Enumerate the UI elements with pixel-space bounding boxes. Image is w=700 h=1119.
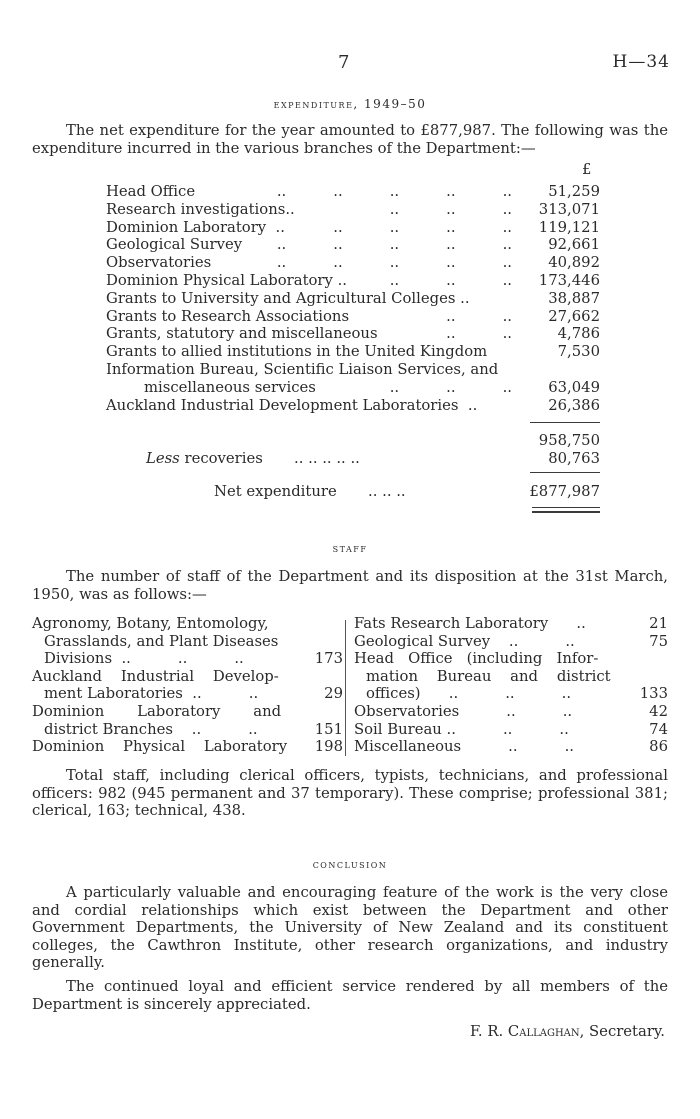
expenditure-item-label: Information Bureau, Scientific Liaison Services, and (106, 361, 499, 378)
expenditure-item (106, 308, 600, 326)
staff-row-count: 173 (314, 650, 343, 668)
expenditure-item-leader: .. .. (446, 307, 512, 325)
expenditure-item-leader: .. .. .. (389, 378, 512, 396)
staff-row (32, 633, 343, 651)
staff-row-label: Dominion Physical Laboratory (32, 738, 288, 756)
staff-row-count: 198 (314, 738, 343, 756)
expenditure-item-leader: .. .. .. .. (333, 218, 512, 236)
conclusion-paragraph-1-text: A particularly valuable and encouraging feature of the work is the very close and cordial relationships which exist between the Department and other Government Departments, the University of New Zealand and its constituent colleges, the Cawthron Institute, other research organizations, and industry generally. (32, 884, 668, 971)
expenditure-item-amount: 26,386 (548, 396, 600, 414)
expenditure-item (106, 219, 600, 237)
expenditure-item (106, 361, 600, 379)
double-rule-bottom (532, 511, 600, 513)
expenditure-item-amount: 119,121 (538, 218, 600, 236)
staff-row-label: mation Bureau and district (366, 667, 611, 685)
signature-initials: F. R. (469, 1023, 504, 1040)
less-recoveries-label (146, 450, 263, 467)
staff-row (354, 633, 668, 651)
staff-row-label: Head Office (including Infor- (354, 650, 599, 668)
expenditure-item-label: Grants to Research Associations (106, 307, 350, 325)
staff-row-count: 86 (649, 738, 668, 756)
staff-heading: staff (332, 541, 368, 555)
staff-row-count: 21 (649, 615, 668, 632)
staff-row-label: Auckland Industrial Develop- (32, 667, 279, 685)
staff-row-label: Miscellaneous .. .. (354, 738, 575, 756)
expenditure-item-leader: .. .. .. (389, 272, 512, 289)
expenditure-item-label: Head Office (106, 183, 196, 200)
currency-symbol: £ (582, 161, 592, 178)
less-recoveries-row (106, 450, 600, 468)
staff-row (354, 721, 668, 739)
expenditure-item (106, 236, 600, 254)
expenditure-item-leader: .. .. .. .. .. (276, 254, 512, 272)
staff-row-label: Dominion Laboratory and (32, 702, 282, 720)
staff-row-count: 74 (649, 720, 668, 738)
expenditure-intro-text: The net expenditure for the year amounted to £877,987. The following was the expenditure incurred in the various branches of the Department:— (32, 122, 668, 157)
staff-row (354, 738, 668, 756)
conclusion-paragraph-2 (32, 978, 668, 1013)
expenditure-heading: expenditure, 1949–50 (273, 97, 427, 111)
net-expenditure-amount: £877,987 (529, 483, 600, 500)
expenditure-item-amount: 40,892 (548, 254, 600, 272)
less-leader: .. .. .. .. .. (294, 450, 360, 467)
subtotal-amount: 958,750 (538, 432, 600, 449)
recoveries-word: recoveries (184, 450, 263, 467)
expenditure-item (106, 183, 600, 201)
expenditure-item-amount: 51,259 (548, 183, 600, 200)
signature (470, 1023, 665, 1040)
expenditure-item (106, 343, 600, 361)
expenditure-item-amount: 27,662 (548, 307, 600, 325)
staff-row-count: 75 (649, 632, 668, 650)
staff-row-count: 29 (324, 685, 343, 703)
expenditure-item (106, 379, 600, 397)
staff-row-label: Observatories .. .. (354, 702, 573, 720)
less-recoveries-amount: 80,763 (548, 450, 600, 467)
staff-row (354, 685, 668, 703)
staff-right-column (354, 615, 668, 756)
expenditure-item (106, 397, 600, 415)
column-divider (345, 620, 346, 756)
expenditure-item-leader: .. .. (446, 325, 512, 343)
staff-row-label: offices) .. .. .. (366, 685, 572, 703)
expenditure-item-label: Research investigations.. (106, 200, 295, 218)
staff-intro-text: The number of staff of the Department and its disposition at the 31st March, 1950, was as follows:— (32, 568, 668, 603)
staff-row (32, 703, 343, 721)
expenditure-item-amount: 173,446 (538, 272, 600, 289)
staff-row (32, 668, 343, 686)
expenditure-intro (32, 122, 668, 157)
conclusion-paragraph-2-text: The continued loyal and efficient service rendered by all members of the Department is sincerely appreciated. (32, 978, 668, 1013)
expenditure-item-amount: 4,786 (557, 325, 600, 343)
staff-total (32, 767, 668, 820)
expenditure-item-leader: .. .. .. (389, 200, 512, 218)
expenditure-item-amount: 63,049 (548, 378, 600, 396)
staff-row (32, 685, 343, 703)
staff-row (354, 650, 668, 668)
expenditure-item-label: Dominion Laboratory .. (106, 218, 285, 236)
page-number: 7 (338, 52, 350, 73)
staff-row (32, 650, 343, 668)
staff-row (32, 721, 343, 739)
staff-row (32, 738, 343, 756)
staff-total-text: Total staff, including clerical officers, typists, technicians, and professional officers: 982 (945 permanent and 37 temporary). These comprise; professional 381; clerical, 163; technical, 438. (32, 767, 668, 819)
expenditure-item-amount: 92,661 (548, 236, 600, 254)
expenditure-item-amount: 38,887 (548, 289, 600, 307)
subtotal-rule (530, 422, 600, 423)
expenditure-item (106, 325, 600, 343)
staff-row-label: Agronomy, Botany, Entomology, (32, 615, 269, 632)
staff-row-label: ment Laboratories .. .. (44, 685, 259, 703)
expenditure-item (106, 290, 600, 308)
expenditure-item (106, 254, 600, 272)
staff-row (32, 615, 343, 633)
staff-row-count: 151 (314, 720, 343, 738)
expenditure-item-amount: 7,530 (557, 343, 600, 361)
staff-row (354, 615, 668, 633)
expenditure-item-leader: .. .. .. .. .. (276, 183, 512, 200)
staff-left-column (32, 615, 343, 756)
staff-row-count: 42 (649, 702, 668, 720)
net-leader: .. .. .. (368, 483, 406, 500)
expenditure-item-label: Geological Survey (106, 236, 243, 254)
staff-row-label: Geological Survey .. .. (354, 632, 575, 650)
conclusion-heading: conclusion (312, 857, 388, 871)
expenditure-item-label: Observatories (106, 254, 212, 272)
signature-name: Callaghan (507, 1023, 580, 1040)
staff-row (354, 703, 668, 721)
expenditure-item-label: Grants to University and Agricultural Colleges .. (106, 289, 470, 307)
staff-row-label: district Branches .. .. (44, 720, 258, 738)
staff-row-count: 133 (639, 685, 668, 703)
expenditure-item-amount: 313,071 (538, 200, 600, 218)
double-rule-top (532, 507, 600, 508)
expenditure-item-label: Dominion Physical Laboratory .. (106, 272, 347, 289)
staff-row (354, 668, 668, 686)
expenditure-item-label: Grants to allied institutions in the United Kingdom (106, 343, 488, 361)
net-expenditure-label: Net expenditure (214, 483, 337, 500)
expenditure-item-leader: .. .. .. .. .. (276, 236, 512, 254)
net-expenditure-row (106, 483, 600, 501)
expenditure-item-label: Grants, statutory and miscellaneous (106, 325, 378, 343)
conclusion-paragraph-1 (32, 884, 668, 972)
staff-row-label: Grasslands, and Plant Diseases (44, 632, 279, 650)
net-rule (530, 472, 600, 473)
staff-row-label: Divisions .. .. .. (44, 650, 244, 668)
page-reference: H—34 (612, 52, 670, 72)
staff-row-label: Soil Bureau .. .. .. (354, 720, 569, 738)
staff-row-label: Fats Research Laboratory .. (354, 615, 586, 632)
less-word: Less (146, 450, 180, 467)
expenditure-item (106, 201, 600, 219)
subtotal-row (106, 432, 600, 450)
staff-intro (32, 568, 668, 603)
expenditure-item-label: miscellaneous services (144, 378, 316, 396)
expenditure-item-label: Auckland Industrial Development Laboratories .. (106, 396, 478, 414)
signature-title: , Secretary. (579, 1023, 665, 1040)
expenditure-item (106, 272, 600, 290)
